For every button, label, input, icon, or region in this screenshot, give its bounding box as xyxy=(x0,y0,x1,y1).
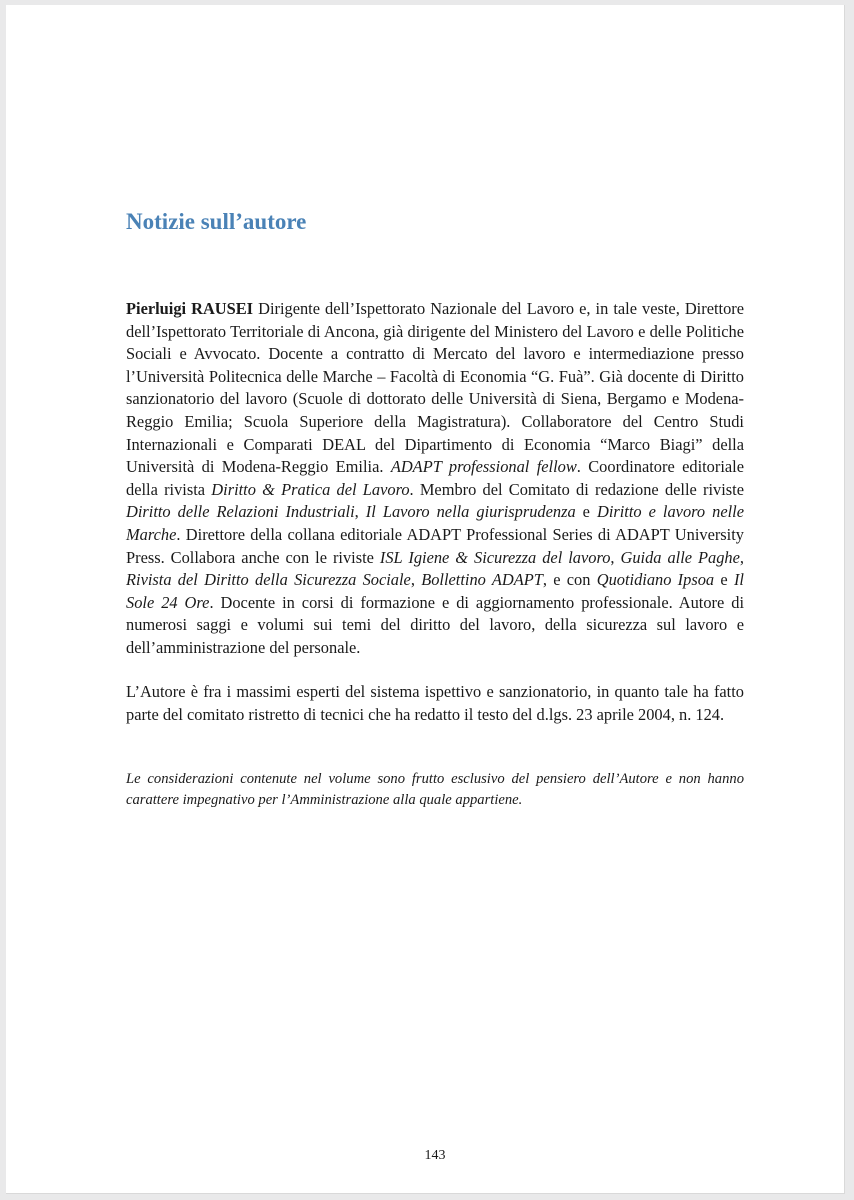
bio-text-segment: . Membro del Comitato di redazione delle riviste xyxy=(409,479,744,499)
bio-italic-title: ADAPT professional fellow xyxy=(390,457,577,477)
bio-text-segment: . Coordinatore editoriale della rivista xyxy=(126,457,744,499)
bio-text-segment: , xyxy=(354,502,366,522)
disclaimer-note: Le considerazioni contenute nel volume sono frutto esclusivo del pensiero dell’Autore e non hanno carattere impegnativo per l’Amministrazione alla quale appartiene. xyxy=(126,771,744,808)
bio-text-segment: e xyxy=(575,502,597,522)
bio-text-segment: . Direttore della collana editoriale ADAPT Professional Series di ADAPT University Press. Collabora anche con le riviste xyxy=(126,524,744,567)
bio-text-segment: . Docente in corsi di formazione e di aggiornamento professionale. Autore di numerosi saggi e volumi sui temi del diritto del lavoro, della sicurezza sul lavoro e dell’amministrazione del personale. xyxy=(126,592,744,657)
bio-italic-title: Rivista del Diritto della Sicurezza Sociale xyxy=(126,570,411,590)
author-name: Pierluigi RAUSEI xyxy=(126,299,254,318)
bio-text-segment: e xyxy=(714,570,734,590)
bio-text-segment: , xyxy=(739,547,744,567)
bio-text-segment: , xyxy=(410,570,422,590)
bio-text-segment: , e con xyxy=(542,570,597,590)
section-title: Notizie sull’autore xyxy=(126,209,307,234)
bio-italic-title: Quotidiano Ipsoa xyxy=(596,570,715,590)
bio-italic-title: Diritto delle Relazioni Industriali xyxy=(126,502,355,522)
bio-italic-title: Bollettino ADAPT xyxy=(421,570,543,590)
bio-text-segment: Dirigente dell’Ispettorato Nazionale del Lavoro e, in tale veste, Direttore dell’Ispettorato Territoriale di Ancona, già dirigente del Ministero del Lavoro e delle Politiche Sociali e Avvocato. Docente a contratto di Mercato del lavoro e intermediazione presso l’Università Politecnica delle Marche – Facoltà di Economia “G. Fuà”. Già docente di Diritto sanzionatorio del lavoro (Scuole di dottorato delle Università di Siena, Bergamo e Modena-Reggio Emilia; Scuola Superiore della Magistratura). Collaboratore del Centro Studi Internazionali e Comparati DEAL del Dipartimento di Economia “Marco Biagi” della Università di Modena-Reggio Emilia. xyxy=(126,299,745,477)
author-expertise-paragraph: L’Autore è fra i massimi esperti del sistema ispettivo e sanzionatorio, in quanto tale ha fatto parte del comitato ristretto di tecnici che ha redatto il testo del d.lgs. 23 aprile 2004, n. 124. xyxy=(126,682,744,724)
bio-italic-title: Diritto & Pratica del Lavoro xyxy=(211,479,410,499)
bio-text-segment: , xyxy=(610,547,621,567)
document-page xyxy=(6,5,845,1194)
bio-italic-title: Il Lavoro nella giurisprudenza xyxy=(365,502,576,522)
page-number: 143 xyxy=(424,1148,446,1163)
bio-italic-title: ISL Igiene & Sicurezza del lavoro xyxy=(379,547,611,567)
bio-italic-title: Il Sole 24 Ore xyxy=(126,570,744,612)
author-bio xyxy=(126,298,744,660)
bio-italic-title: Guida alle Paghe xyxy=(620,547,740,567)
author-bio-text xyxy=(126,299,744,657)
bio-italic-title: Diritto e lavoro nelle Marche xyxy=(126,502,744,544)
